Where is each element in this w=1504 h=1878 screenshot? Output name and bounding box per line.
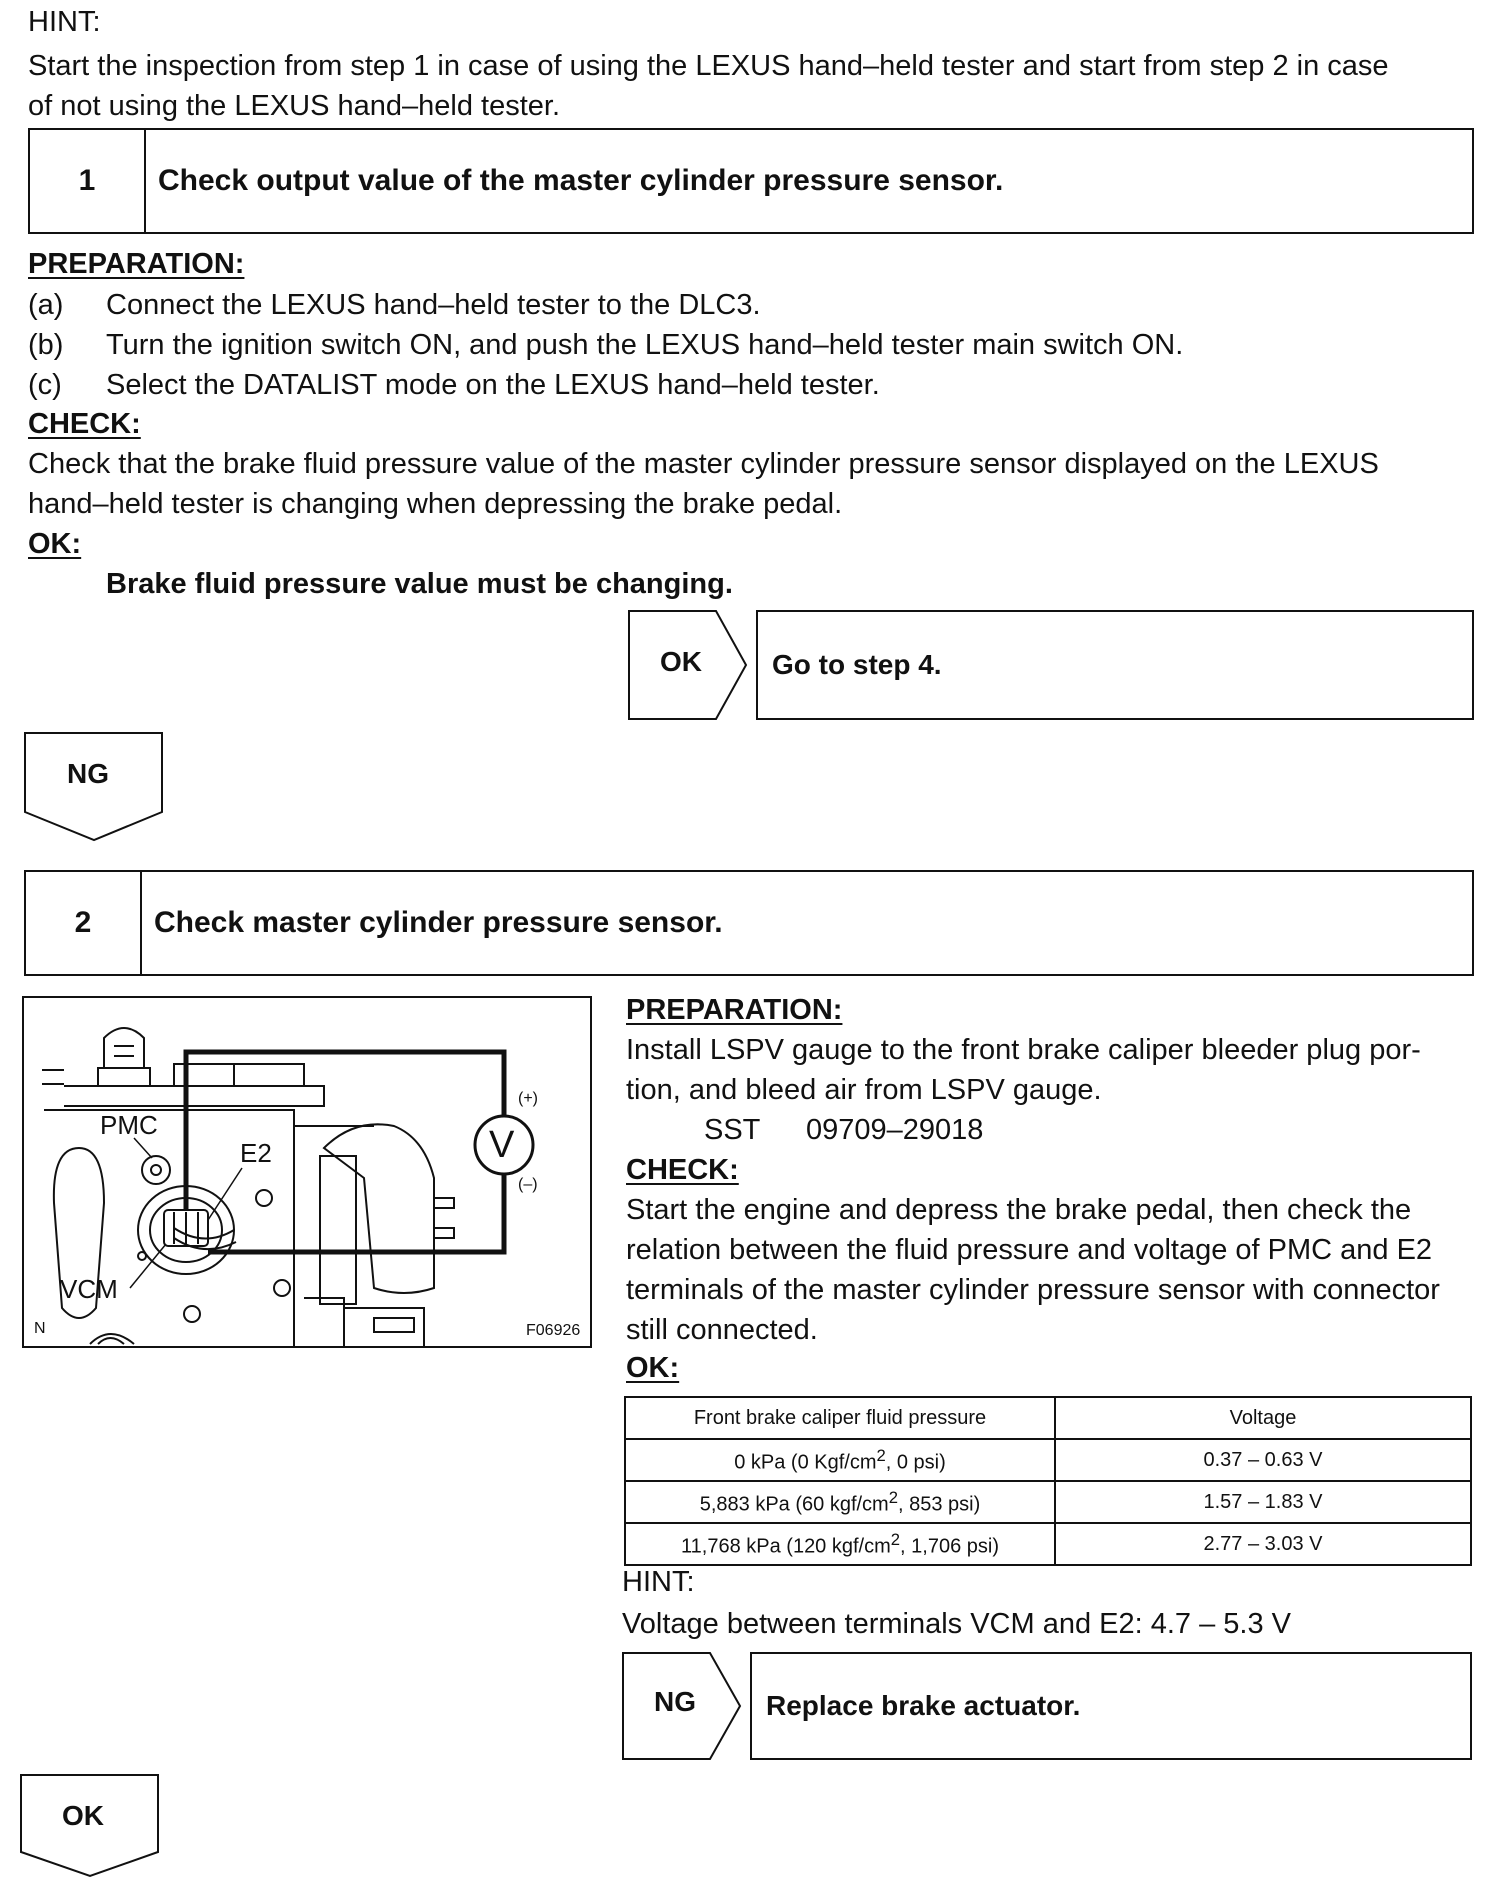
step-1-prep-marker-a: (a) [28, 289, 64, 321]
step-1-ok-criteria: Brake fluid pressure value must be changing. [106, 568, 733, 600]
step-2-hint-label: HINT: [622, 1566, 695, 1598]
step-1-prep-marker-c: (c) [28, 369, 62, 401]
step-2-ng-result-text: Replace brake actuator. [766, 1690, 1081, 1721]
step-1-ng-tag [24, 732, 164, 842]
step-2-check-line-2: relation between the fluid pressure and voltage of PMC and E2 [626, 1234, 1433, 1266]
step-1-title: Check output value of the master cylinder pressure sensor. [158, 164, 1004, 197]
pressure-text: 5,883 kPa (60 kgf/cm [699, 1493, 889, 1516]
step-1-number: 1 [30, 130, 146, 232]
step-1-prep-marker-b: (b) [28, 329, 64, 361]
step-1-check-line-2: hand–held tester is changing when depressing the brake pedal. [28, 488, 843, 520]
figure-label-e2: E2 [240, 1138, 272, 1168]
step-2-check-label: CHECK: [626, 1154, 739, 1186]
step-1-prep-text-c: Select the DATALIST mode on the LEXUS hand–held tester. [106, 369, 880, 401]
step-1-check-line-1: Check that the brake fluid pressure value of the master cylinder pressure sensor displayed on the LEXUS [28, 448, 1379, 480]
pressure-unit-superscript: 2 [876, 1445, 886, 1465]
step-2-header [24, 870, 1474, 976]
table-cell-pressure [625, 1481, 1055, 1523]
step-2-ng-result [750, 1652, 1472, 1760]
table-row [625, 1439, 1471, 1481]
step-1-prep-text-b: Turn the ignition switch ON, and push the LEXUS hand–held tester main switch ON. [106, 329, 1184, 361]
step-1-ok-tag-label: OK [660, 646, 702, 677]
table-cell-voltage: 0.37 – 0.63 V [1055, 1439, 1471, 1481]
pressure-text: 0 kPa (0 Kgf/cm [734, 1451, 877, 1474]
pressure-text-tail: , 0 psi) [885, 1451, 946, 1474]
table-row [625, 1523, 1471, 1565]
figure-label-pmc: PMC [100, 1110, 158, 1140]
step-1-ok-tag [628, 610, 748, 720]
pressure-unit-superscript: 2 [888, 1487, 898, 1507]
table-header-voltage: Voltage [1055, 1397, 1471, 1439]
step-2-number: 2 [26, 872, 142, 974]
step-2-title: Check master cylinder pressure sensor. [154, 906, 723, 939]
voltmeter-label: V [489, 1124, 515, 1166]
pressure-text-tail: , 853 psi) [897, 1493, 981, 1516]
step-2-check-line-1: Start the engine and depress the brake pedal, then check the [626, 1194, 1412, 1226]
figure-label-n: N [34, 1320, 46, 1337]
table-cell-pressure [625, 1523, 1055, 1565]
intro-hint-line-1: Start the inspection from step 1 in case of using the LEXUS hand–held tester and start from step 2 in case [28, 50, 1389, 82]
step-2-check-line-4: still connected. [626, 1314, 818, 1346]
pressure-voltage-table [624, 1396, 1472, 1566]
step-1-preparation-label: PREPARATION: [28, 248, 245, 280]
step-2-check-line-3: terminals of the master cylinder pressure sensor with connector [626, 1274, 1440, 1306]
table-cell-voltage: 2.77 – 3.03 V [1055, 1523, 1471, 1565]
sst-label: SST [704, 1114, 761, 1146]
step-1-ok-label: OK: [28, 528, 82, 560]
step-2-ng-tag [622, 1652, 742, 1760]
figure-code: F06926 [526, 1322, 581, 1339]
step-1-prep-text-a: Connect the LEXUS hand–held tester to the DLC3. [106, 289, 761, 321]
step-1-ok-result-text: Go to step 4. [772, 649, 942, 680]
figure-label-vcm: VCM [60, 1274, 118, 1304]
pressure-text-tail: , 1,706 psi) [900, 1535, 999, 1558]
table-cell-pressure [625, 1439, 1055, 1481]
step-2-preparation-label: PREPARATION: [626, 994, 843, 1026]
table-header-row [625, 1397, 1471, 1439]
table-row [625, 1481, 1471, 1523]
pressure-unit-superscript: 2 [890, 1529, 901, 1549]
figure-label-minus: (–) [518, 1176, 538, 1193]
intro-hint-label: HINT: [28, 6, 101, 38]
step-1-check-label: CHECK: [28, 408, 141, 440]
step-1-ok-result [756, 610, 1474, 720]
step-2-prep-line-2: tion, and bleed air from LSPV gauge. [626, 1074, 1102, 1106]
step-2-ok-label: OK: [626, 1352, 680, 1384]
step-2-ok-tag [20, 1774, 160, 1878]
intro-hint-line-2: of not using the LEXUS hand–held tester. [28, 90, 561, 122]
step-1-ng-tag-label: NG [67, 758, 109, 789]
figure-label-plus: (+) [518, 1090, 538, 1107]
sst-number: 09709–29018 [806, 1114, 984, 1146]
step-2-ok-tag-label: OK [62, 1800, 104, 1831]
table-header-pressure: Front brake caliper fluid pressure [625, 1397, 1055, 1439]
step-2-hint-text: Voltage between terminals VCM and E2: 4.7 – 5.3 V [622, 1608, 1292, 1640]
table-cell-voltage: 1.57 – 1.83 V [1055, 1481, 1471, 1523]
step-2-prep-line-1: Install LSPV gauge to the front brake caliper bleeder plug por- [626, 1034, 1421, 1066]
pressure-text: 11,768 kPa (120 kgf/cm [681, 1535, 891, 1558]
step-2-ng-tag-label: NG [654, 1686, 696, 1717]
step-1-header [28, 128, 1474, 234]
sensor-wiring-figure [22, 996, 592, 1348]
